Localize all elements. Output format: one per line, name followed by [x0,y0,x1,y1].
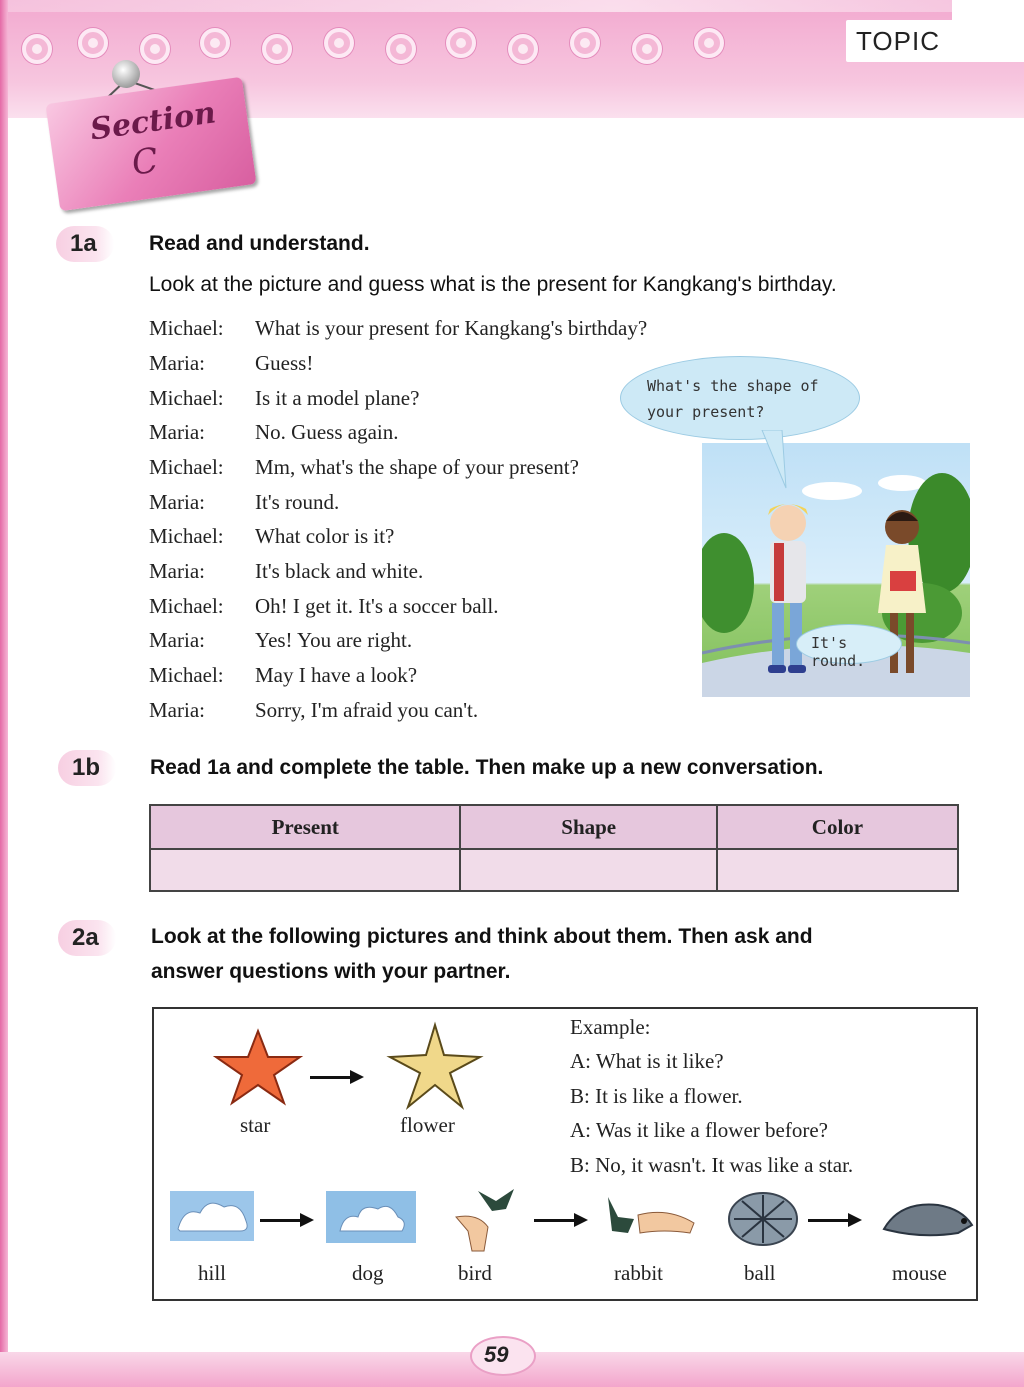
bubble-tail-icon [756,430,796,490]
speaker: Maria: [149,559,205,583]
label-2a: 2a [58,920,116,956]
label-hill: hill [198,1261,227,1285]
title-1b: Read 1a and complete the table. Then make up a new conversation. [150,756,824,779]
label-1a: 1a [56,226,114,262]
speaker: Michael: [149,455,224,479]
circle-icon [446,28,476,58]
example-heading: Example: [570,1015,651,1039]
mouse-hedgehog-icon [880,1195,976,1245]
table-row [150,849,958,891]
starfish-icon [212,1027,304,1107]
speaker: Maria: [149,628,205,652]
speaker: Maria: [149,351,205,375]
instruction-1a: Look at the picture and guess what is the present for Kangkang's birthday. [149,273,837,296]
speaker: Maria: [149,420,205,444]
section-sign-letter: C [129,140,161,184]
label-ball: ball [744,1261,776,1285]
circle-icon [570,28,600,58]
speaker: Michael: [149,594,224,618]
line: Yes! You are right. [255,628,413,652]
present-table [149,804,959,892]
label-flower: flower [400,1113,455,1137]
circle-icon [386,34,416,64]
speaker: Michael: [149,663,224,687]
example-line: B: No, it wasn't. It was like a star. [570,1153,854,1177]
line: Mm, what's the shape of your present? [255,455,579,479]
bird-shadow-hand-icon [448,1187,532,1253]
circle-icon [262,34,292,64]
label-mouse: mouse [892,1261,947,1285]
circle-icon [324,28,354,58]
speaker: Michael: [149,316,224,340]
header-present: Present [150,805,460,849]
topic-label: TOPIC [856,26,940,56]
line: May I have a look? [255,663,418,687]
circle-icon [78,28,108,58]
ball-icon [726,1189,800,1249]
speech-bubble-bottom [796,624,902,670]
title-1a: Read and understand. [149,232,370,255]
label-rabbit: rabbit [614,1261,663,1285]
line: No. Guess again. [255,420,399,444]
cell-color[interactable] [717,849,958,891]
speaker: Maria: [149,490,205,514]
label-1b: 1b [58,750,116,786]
line: Guess! [255,351,314,375]
circle-icon [140,34,170,64]
cell-shape[interactable] [460,849,716,891]
line: It's black and white. [255,559,424,583]
example-line: A: What is it like? [570,1049,724,1073]
title-2a-line2: answer questions with your partner. [151,960,511,983]
example-line: A: Was it like a flower before? [570,1118,828,1142]
cell-present[interactable] [150,849,460,891]
title-2a-line1: Look at the following pictures and think about them. Then ask and [151,925,813,948]
dog-cloud-icon [326,1191,416,1243]
circle-icon [508,34,538,64]
arrow-icon [260,1219,310,1222]
label-star: star [240,1113,271,1137]
header-white-corner [952,0,1024,62]
bubble-top-line1: What's the shape of [647,377,819,395]
circle-icon [22,34,52,64]
header-shape: Shape [460,805,716,849]
picture-example-box [152,1007,978,1301]
bubble-bottom-text: It's round. [811,634,866,670]
bubble-top-line2: your present? [647,403,765,421]
section-sign-word: Section [88,95,218,148]
example-line: B: It is like a flower. [570,1084,743,1108]
line: What color is it? [255,524,395,548]
pin-icon [112,60,140,88]
rabbit-shadow-hand-icon [598,1189,698,1245]
page-number: 59 [484,1342,509,1367]
speech-bubble-top [620,356,860,440]
header-shine [0,0,1024,12]
speaker: Michael: [149,386,224,410]
circle-icon [632,34,662,64]
table-header-row [150,805,958,849]
flower-icon [386,1021,484,1111]
arrow-icon [310,1076,360,1079]
line: Is it a model plane? [255,386,420,410]
line: What is your present for Kangkang's birthday? [255,316,648,340]
circle-icon [694,28,724,58]
left-edge-strip [0,0,8,1387]
circle-icon [200,28,230,58]
label-dog: dog [352,1261,384,1285]
header-color: Color [717,805,958,849]
arrow-icon [534,1219,584,1222]
line: It's round. [255,490,340,514]
line: Sorry, I'm afraid you can't. [255,698,479,722]
arrow-icon [808,1219,858,1222]
hill-cloud-icon [170,1191,254,1241]
speaker: Maria: [149,698,205,722]
speaker: Michael: [149,524,224,548]
line: Oh! I get it. It's a soccer ball. [255,594,499,618]
label-bird: bird [458,1261,492,1285]
